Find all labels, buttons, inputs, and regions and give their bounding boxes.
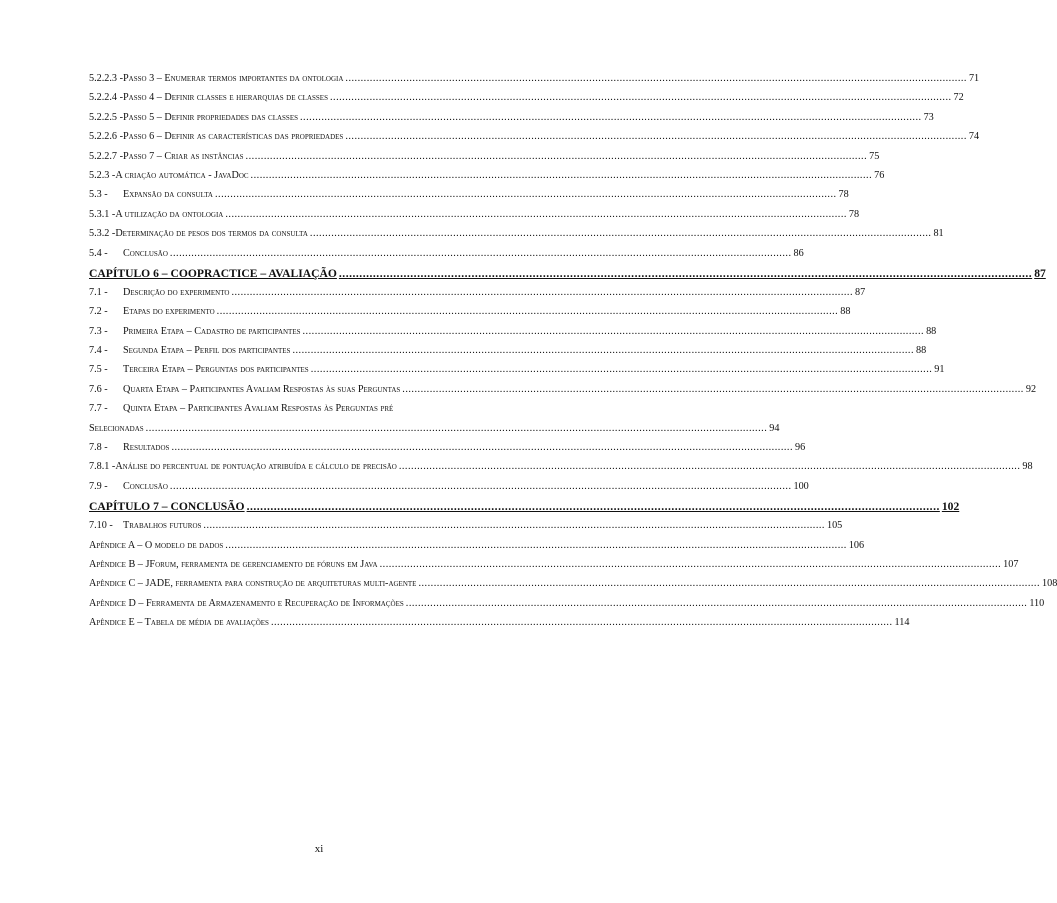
toc-page-number: 78 <box>838 189 849 201</box>
toc-entry-number: 5.2.2.5 - <box>89 111 123 123</box>
toc-page-number: 106 <box>848 539 865 551</box>
toc-entry-title: A utilização da ontologia <box>115 208 224 220</box>
toc-entry-title: Passo 4 – Definir classes e hierarquias de classes <box>122 92 328 104</box>
toc-entry[interactable] <box>89 228 944 247</box>
toc-entry[interactable] <box>89 306 851 325</box>
toc-entry-number: 5.2.2.3 - <box>89 73 123 84</box>
toc-dot-leader <box>303 326 925 337</box>
toc-dot-leader <box>231 287 853 298</box>
toc-entry[interactable] <box>89 131 980 150</box>
toc-page-number: 96 <box>795 442 806 454</box>
toc-dot-leader <box>225 209 847 220</box>
toc-entry-title: Apêndice B – JForum, ferramenta de gerenciamento de fóruns em Java <box>89 558 378 570</box>
toc-entry[interactable] <box>89 325 937 345</box>
toc-entry-title: Primeira Etapa – Cadastro de participantes <box>123 325 301 337</box>
toc-entry-number: 7.2 - <box>89 306 108 318</box>
toc-dot-leader <box>300 112 922 123</box>
toc-entry-number: 7.7 - <box>89 403 108 415</box>
toc-chapter-entry[interactable] <box>89 266 1046 287</box>
toc-page-number: 75 <box>869 150 880 162</box>
toc-entry[interactable] <box>89 73 980 92</box>
toc-dot-leader <box>271 617 893 628</box>
toc-entry[interactable] <box>89 92 964 111</box>
page-number: xi <box>314 843 324 855</box>
toc-entry-title: Determinação de pesos dos termos da consulta <box>115 228 308 240</box>
toc-entry-number: 5.2.2.7 - <box>89 150 123 162</box>
toc-entry-number: 7.1 - <box>89 286 108 298</box>
toc-entry-number: 7.10 - <box>89 520 113 532</box>
toc-entry[interactable] <box>89 461 1033 480</box>
toc-page-number: 100 <box>793 480 809 492</box>
toc-entry-title: Expansão da consulta <box>123 189 213 201</box>
toc-page-number: 71 <box>968 73 980 84</box>
toc-entry-title: Passo 3 – Enumerar termos importantes da ontologia <box>122 73 344 84</box>
toc-page-number: 74 <box>968 131 980 143</box>
toc-entry-number: 5.4 - <box>89 247 108 259</box>
toc-entry-title: Apêndice A – O modelo de dados <box>89 539 224 551</box>
toc-entry-title: Passo 7 – Criar as instâncias <box>122 150 244 162</box>
toc-page-number: 72 <box>953 92 964 104</box>
toc-entry-title: Apêndice E – Tabela de média de avaliações <box>89 617 269 629</box>
toc-entry-title: Selecionadas <box>89 422 144 434</box>
toc-dot-leader <box>225 540 847 551</box>
toc-dot-leader <box>402 384 1024 395</box>
toc-page-number: 91 <box>934 364 945 376</box>
toc-entry-title: Resultados <box>123 442 170 454</box>
toc-page-number: 88 <box>926 325 937 337</box>
toc-entry[interactable] <box>89 422 780 442</box>
toc-page-number: 114 <box>894 617 910 629</box>
toc-dot-leader <box>246 151 868 162</box>
toc-entry[interactable] <box>89 617 910 636</box>
toc-page-number: 102 <box>941 500 960 514</box>
toc-entry-number: 7.9 - <box>89 480 108 492</box>
toc-entry-title: Apêndice D – Ferramenta de Armazenamento e Recuperação de Informações <box>89 597 404 609</box>
toc-dot-leader <box>215 189 837 200</box>
toc-entry-number: 5.3.1 - <box>89 208 116 220</box>
toc-entry-title: Análise do percentual de pontuação atribuída e cálculo de precisão <box>115 461 397 473</box>
toc-entry-number: 7.4 - <box>89 345 108 357</box>
table-of-contents <box>89 73 1057 637</box>
toc-page-number: 78 <box>848 208 860 220</box>
toc-entry[interactable] <box>89 286 866 306</box>
toc-entry-title: A criação automática - JavaDoc <box>115 169 249 181</box>
toc-entry[interactable] <box>89 364 945 383</box>
toc-page-number: 86 <box>793 247 804 259</box>
toc-entry-title: Passo 6 – Definir as características das propriedades <box>122 131 344 143</box>
toc-entry-title: Conclusão <box>123 247 168 259</box>
toc-page-number: 88 <box>840 306 851 318</box>
toc-page-number: 87 <box>855 286 866 298</box>
toc-page-number: 110 <box>1029 597 1045 609</box>
toc-entry[interactable] <box>89 403 547 422</box>
toc-dot-leader <box>311 364 933 375</box>
toc-page-number: 76 <box>874 169 885 181</box>
toc-page-number: 73 <box>923 111 934 123</box>
toc-entry[interactable] <box>89 345 927 364</box>
toc-dot-leader <box>418 578 1040 589</box>
toc-entry[interactable] <box>89 558 1019 578</box>
toc-entry-title: Quinta Etapa – Participantes Avaliam Respostas às Perguntas pré <box>123 403 394 415</box>
toc-dot-leader <box>171 442 793 453</box>
toc-entry[interactable] <box>89 597 1045 617</box>
toc-entry-number: 7.5 - <box>89 364 108 376</box>
toc-entry-number: 5.3 - <box>89 189 108 201</box>
toc-entry[interactable] <box>89 480 809 500</box>
toc-dot-leader <box>406 598 1028 609</box>
toc-entry-title: Terceira Etapa – Perguntas dos participantes <box>123 364 309 376</box>
toc-page-number: 98 <box>1022 461 1033 473</box>
toc-entry-number: 7.6 - <box>89 383 108 395</box>
toc-page-number: 88 <box>916 345 927 357</box>
toc-entry-title: Etapas do experimento <box>123 306 215 318</box>
toc-entry[interactable] <box>89 539 865 559</box>
toc-dot-leader <box>170 248 792 259</box>
toc-dot-leader <box>345 131 967 142</box>
toc-entry[interactable] <box>89 208 860 228</box>
toc-chapter-entry[interactable] <box>89 500 960 520</box>
toc-entry-title: Quarta Etapa – Participantes Avaliam Respostas às suas Perguntas <box>123 383 401 395</box>
toc-dot-leader <box>217 306 839 317</box>
toc-entry-title: Passo 5 – Definir propriedades das classes <box>122 111 298 123</box>
toc-entry[interactable] <box>89 578 1057 597</box>
toc-entry-number: 5.2.3 - <box>89 169 116 181</box>
toc-entry[interactable] <box>89 520 843 539</box>
toc-dot-leader <box>251 170 873 181</box>
toc-entry-number: 5.2.2.4 - <box>89 92 123 104</box>
toc-page-number: 81 <box>933 228 944 240</box>
toc-page-number: 92 <box>1025 383 1037 395</box>
toc-entry[interactable] <box>89 383 1037 403</box>
toc-entry[interactable] <box>89 189 849 208</box>
toc-dot-leader <box>339 267 1032 280</box>
toc-entry[interactable] <box>89 442 806 461</box>
toc-entry[interactable] <box>89 247 804 267</box>
toc-entry-number: 7.3 - <box>89 325 108 337</box>
toc-entry[interactable] <box>89 111 934 131</box>
toc-entry-number: 7.8.1 - <box>89 461 116 473</box>
toc-dot-leader <box>345 73 967 84</box>
toc-dot-leader <box>330 92 952 103</box>
toc-page-number: 107 <box>1003 558 1019 570</box>
toc-dot-leader <box>292 345 914 356</box>
toc-entry-title: Conclusão <box>123 480 168 492</box>
toc-page-number: 94 <box>769 422 780 434</box>
toc-entry-title: Segunda Etapa – Perfil dos participantes <box>123 345 291 357</box>
toc-dot-leader <box>203 520 825 531</box>
toc-page-number: 108 <box>1042 578 1057 590</box>
toc-entry-title: CAPÍTULO 6 – COOPRACTICE – AVALIAÇÃO <box>89 266 337 280</box>
toc-entry-title: Apêndice C – JADE, ferramenta para construção de arquiteturas multi-agente <box>89 578 417 590</box>
toc-entry-number: 5.2.2.6 - <box>89 131 123 143</box>
toc-entry-title: Descrição do experimento <box>123 286 230 298</box>
toc-dot-leader <box>399 461 1021 472</box>
toc-entry-title: CAPÍTULO 7 – CONCLUSÃO <box>89 500 245 514</box>
toc-entry[interactable] <box>89 150 880 170</box>
toc-dot-leader <box>380 559 1002 570</box>
toc-page-number: 87 <box>1034 266 1046 280</box>
toc-page-number: 105 <box>826 520 843 532</box>
toc-entry-number: 5.3.2 - <box>89 228 116 240</box>
toc-dot-leader <box>247 500 940 513</box>
toc-entry[interactable] <box>89 169 885 189</box>
toc-dot-leader <box>310 228 932 239</box>
toc-entry-title: Trabalhos futuros <box>123 520 202 532</box>
toc-dot-leader <box>170 481 792 492</box>
toc-entry-number: 7.8 - <box>89 442 108 454</box>
toc-dot-leader <box>146 423 768 434</box>
